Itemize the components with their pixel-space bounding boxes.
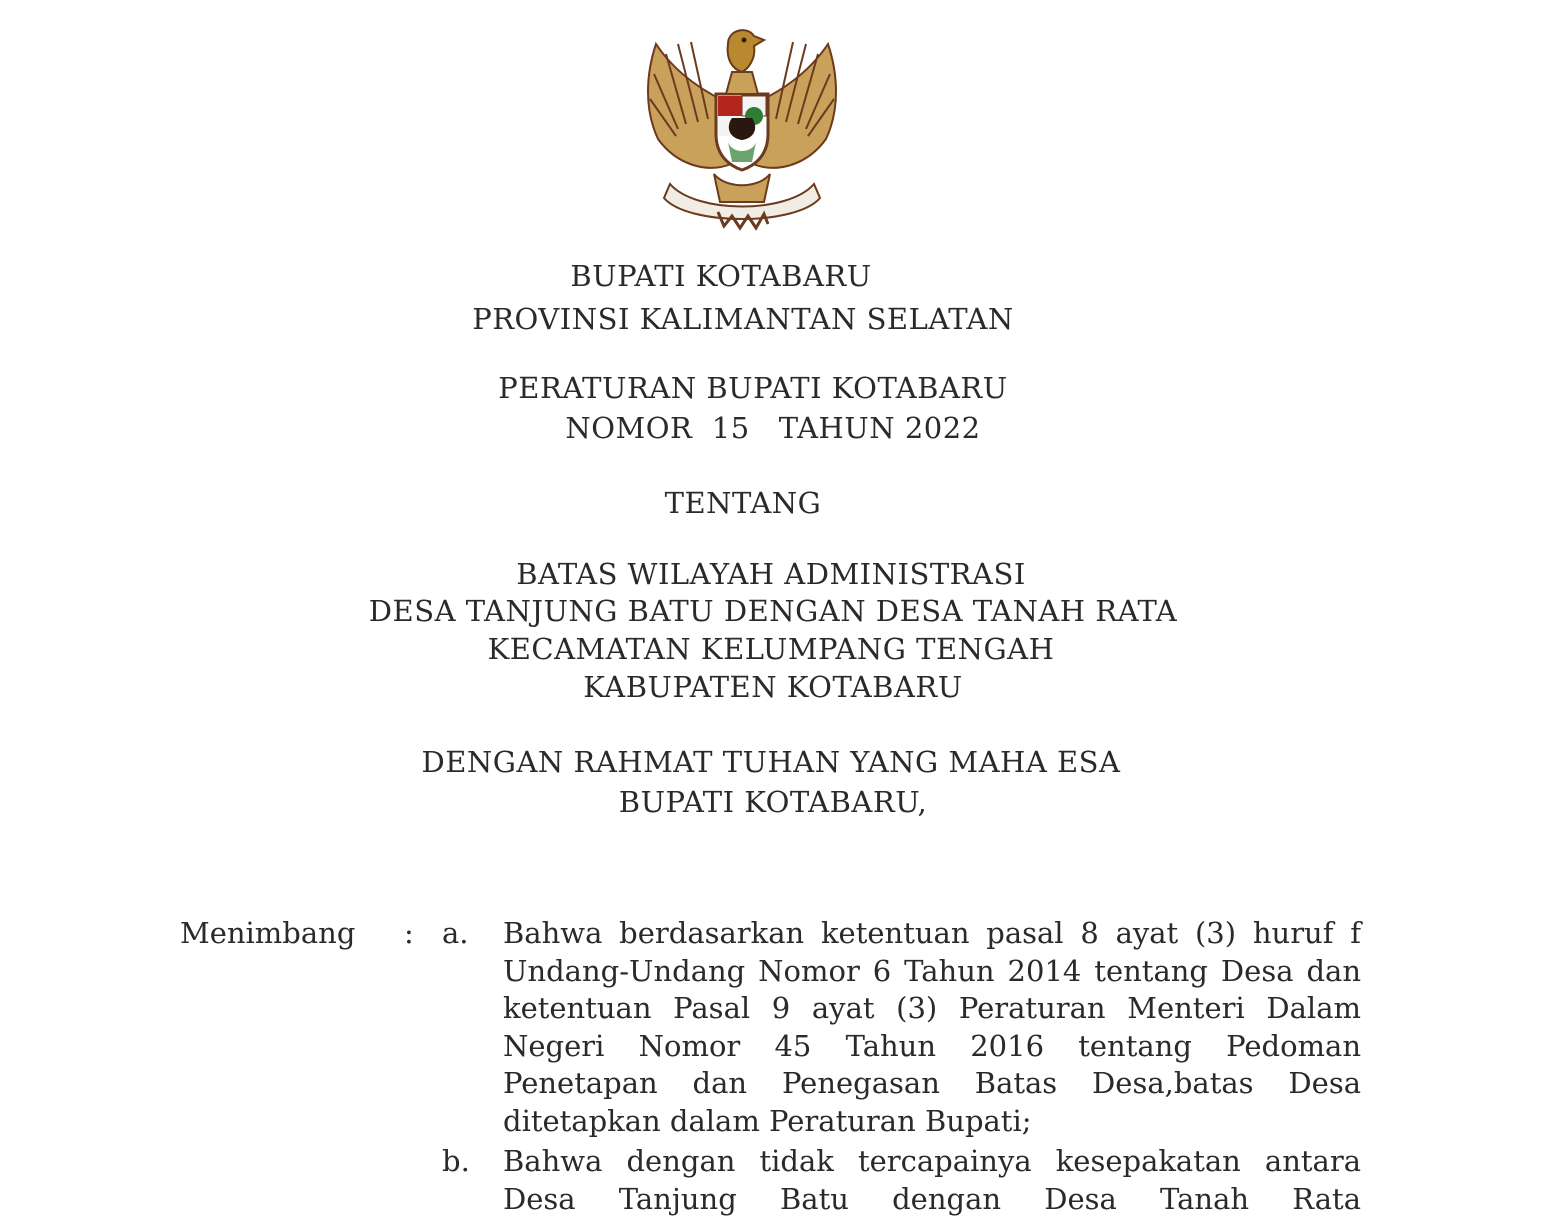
regulation-title: PERATURAN BUPATI KOTABARU xyxy=(498,371,1008,405)
province-title: PROVINSI KALIMANTAN SELATAN xyxy=(472,302,1014,336)
subject-line-2: DESA TANJUNG BATU DENGAN DESA TANAH RATA xyxy=(368,594,1178,628)
about-heading: TENTANG xyxy=(664,486,822,520)
garuda-emblem xyxy=(636,14,848,236)
considerations-colon: : xyxy=(404,916,414,950)
item-b-line-1: Bahwa dengan tidak tercapainya kesepakatan antara xyxy=(503,1144,1361,1178)
subject-line-1: BATAS WILAYAH ADMINISTRASI xyxy=(516,557,1026,591)
item-b-marker: b. xyxy=(442,1144,470,1178)
item-a-marker: a. xyxy=(442,916,469,950)
item-a-text: Bahwa berdasarkan ketentuan pasal 8 ayat (3) huruf f Undang-Undang Nomor 6 Tahun 2014 tentang Desa dan ketentuan Pasal 9 ayat (3) Peraturan Menteri Dalam Negeri Nomor 45 Tahun 2016 tentang Pedoman Penetapan dan Penegasan Batas Desa,batas Desa ditetapkan dalam Peraturan Bupati; xyxy=(503,916,1361,1138)
subject-line-4: KABUPATEN KOTABARU xyxy=(583,670,963,704)
item-b-line-2: Desa Tanjung Batu dengan Desa Tanah Rata xyxy=(503,1181,1361,1216)
invocation-line: DENGAN RAHMAT TUHAN YANG MAHA ESA xyxy=(421,745,1121,779)
item-b-text xyxy=(503,1143,1361,1218)
subject-line-3: KECAMATAN KELUMPANG TENGAH xyxy=(487,632,1055,666)
issuer-title: BUPATI KOTABARU xyxy=(570,259,872,293)
regulation-number: NOMOR 15 TAHUN 2022 xyxy=(565,411,981,445)
signatory-line: BUPATI KOTABARU, xyxy=(618,785,928,819)
considerations-label: Menimbang xyxy=(180,916,356,950)
